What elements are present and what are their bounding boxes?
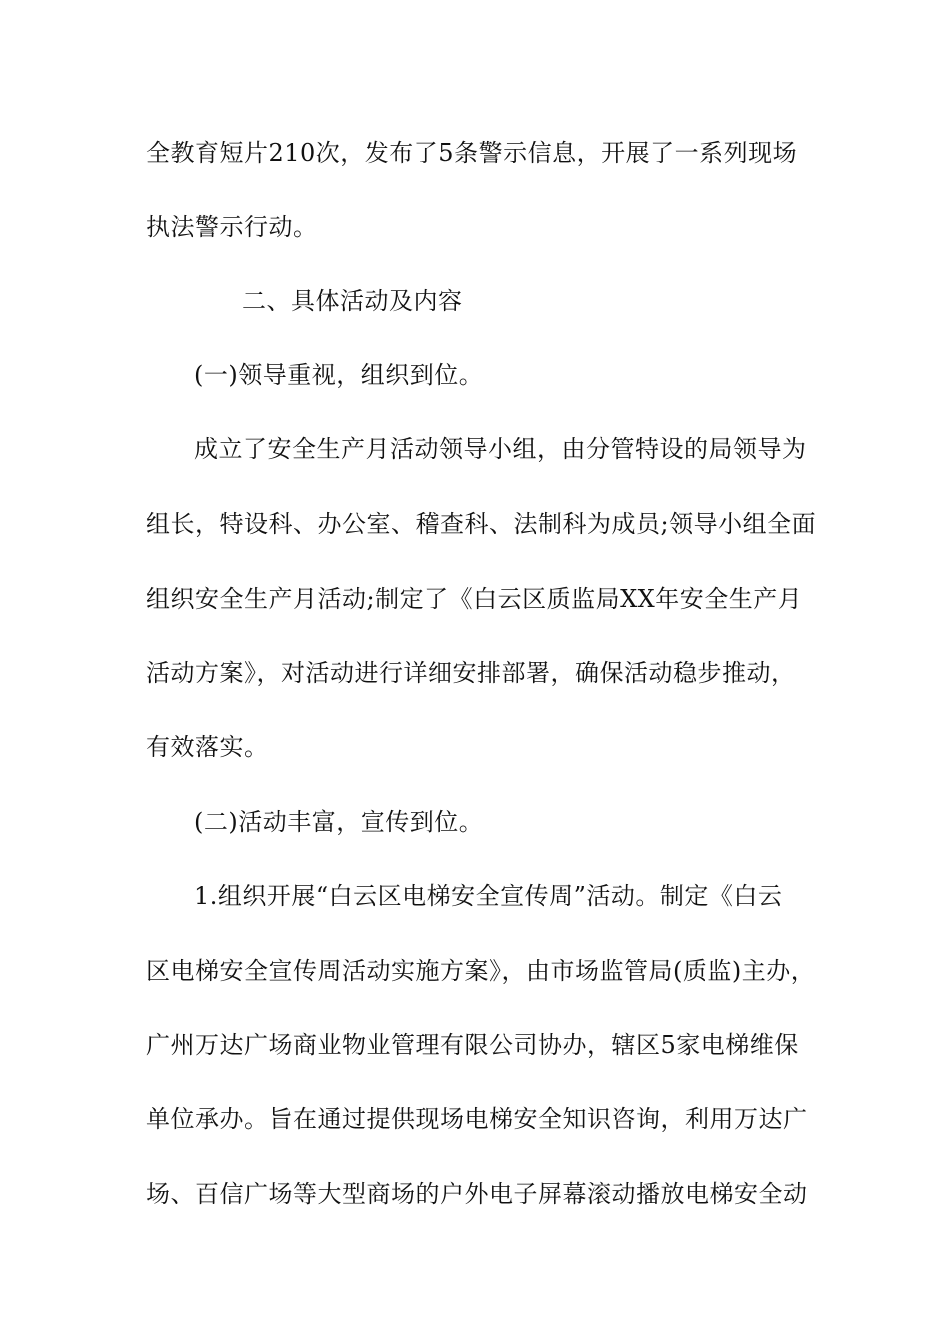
body-text-line: 有效落实。 bbox=[146, 733, 269, 761]
body-text-line: 活动方案》，对活动进行详细安排部署，确保活动稳步推动， bbox=[146, 659, 796, 687]
body-text-line: 全教育短片210次，发布了5条警示信息，开展了一系列现场 bbox=[146, 139, 798, 167]
body-text-line: 广州万达广场商业物业管理有限公司协办，辖区5家电梯维保 bbox=[146, 1031, 799, 1059]
body-text-line: 单位承办。旨在通过提供现场电梯安全知识咨询，利用万达广 bbox=[146, 1105, 808, 1133]
body-text-line: 区电梯安全宣传周活动实施方案》，由市场监管局(质监)主办， bbox=[146, 957, 816, 985]
subsection-heading: (二)活动丰富，宣传到位。 bbox=[194, 808, 484, 836]
body-text-line: 场、百信广场等大型商场的户外电子屏幕滚动播放电梯安全动 bbox=[146, 1180, 808, 1208]
body-text-line: 组长，特设科、办公室、稽查科、法制科为成员;领导小组全面 bbox=[146, 510, 817, 538]
body-text-line: 执法警示行动。 bbox=[146, 213, 318, 241]
body-text-line: 1.组织开展“白云区电梯安全宣传周”活动。制定《白云 bbox=[194, 882, 783, 910]
subsection-heading: (一)领导重视，组织到位。 bbox=[194, 361, 484, 389]
body-text-line: 组织安全生产月活动;制定了《白云区质监局XX年安全生产月 bbox=[146, 585, 803, 613]
body-text-line: 成立了安全生产月活动领导小组，由分管特设的局领导为 bbox=[194, 435, 807, 463]
section-heading: 二、具体活动及内容 bbox=[242, 287, 463, 315]
